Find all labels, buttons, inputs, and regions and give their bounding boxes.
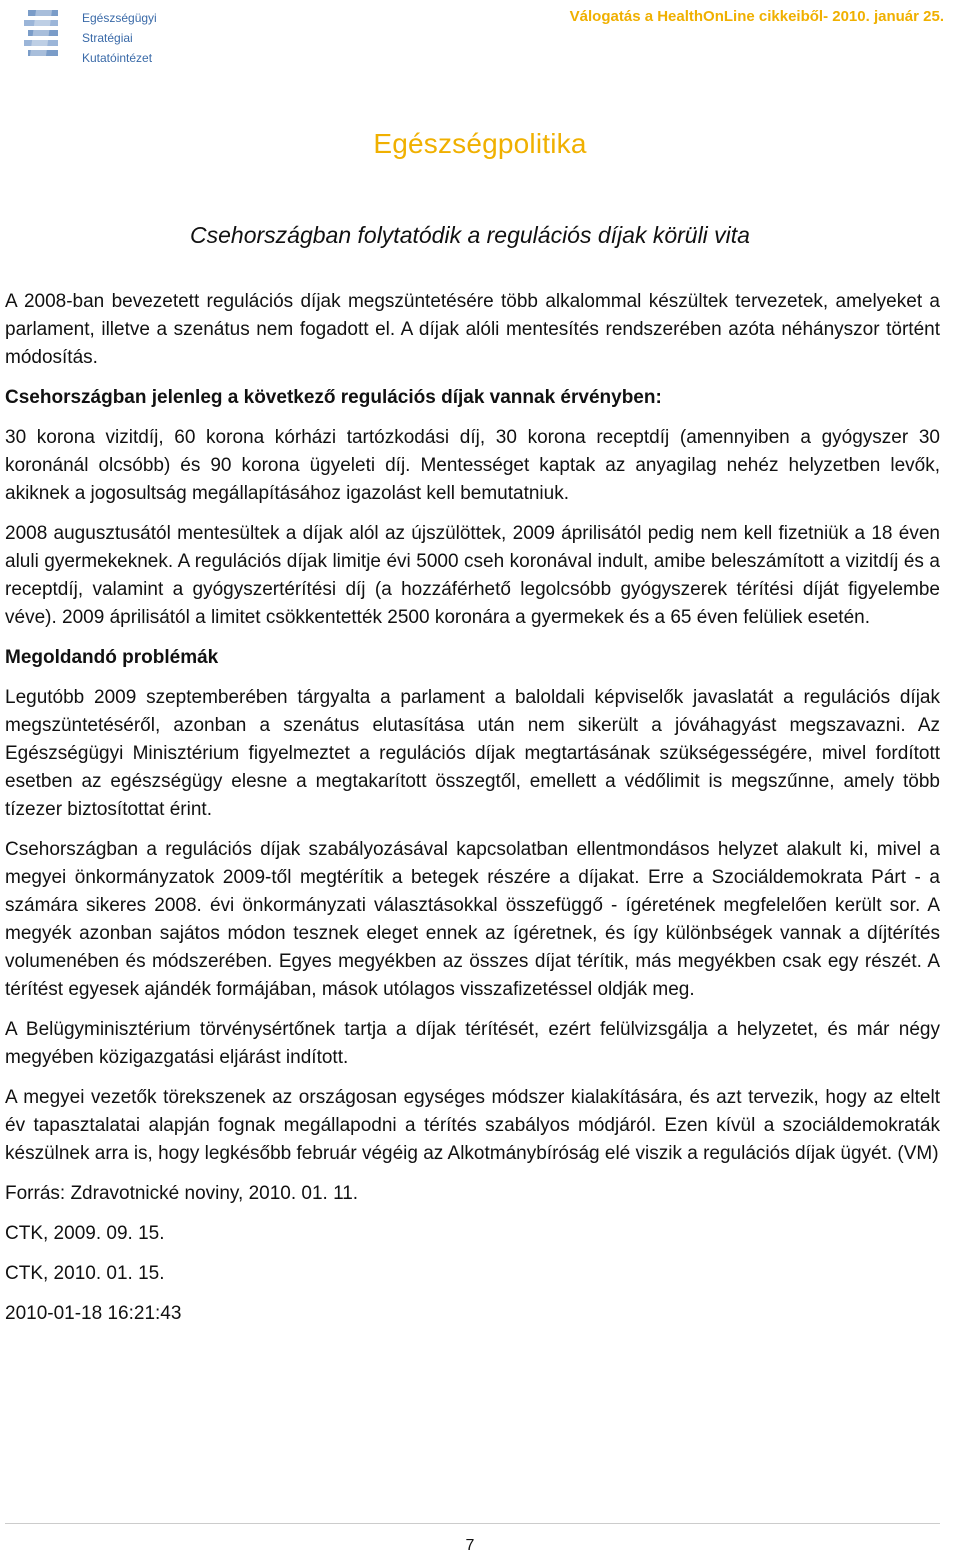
- logo-line-2: Stratégiai: [82, 31, 133, 45]
- article-body: [5, 288, 940, 1340]
- paragraph-ministry: A Belügyminisztérium törvénysértőnek tartja a díjak térítését, ezért felülvizsgálja a helyzetet, és már négy megyében közigazgatási eljárást indított.: [5, 1019, 940, 1068]
- paragraph-exemptions: 2008 augusztusától mentesültek a díjak alól az újszülöttek, 2009 áprilisától pedig nem kell fizetniük a 18 éven aluli gyermekeknek. A regulációs díjak limitje évi 5000 cseh koronával indult, amibe beleszámított a vizitdíj és a receptdíj, valamint a gyógyszertérítési díj (a hozzáférhető legolcsóbb gyógyszerek térítési díját figyelembe véve). 2009 áprilisától a limitet csökkentették 2500 koronára a gyermekek és a 65 éven felüliek esetén.: [5, 523, 940, 628]
- problems-heading: Megoldandó problémák: [5, 647, 219, 668]
- paragraph-parliament: Legutóbb 2009 szeptemberében tárgyalta a parlament a baloldali képviselők javaslatát a regulációs díjak megszüntetéséről, azonban a szenátus elutasítása után nem sikerült a jóváhagyást megszavazni. Az Egészségügyi Minisztérium figyelmeztet a regulációs díjak megtartásának szükségességére, mivel fordított esetben az egészségügy elesne a megtakarított összegtől, emellett a védőlimit is megszűnne, amely több tízezer biztosítottat érint.: [5, 687, 940, 820]
- paragraph-fees: 30 korona vizitdíj, 60 korona kórházi tartózkodási díj, 30 korona receptdíj (amennyiben a gyógyszer 30 koronánál olcsóbb) és 90 korona ügyeleti díj. Mentességet kaptak az anyagilag nehéz helyzetben levők, akiknek a jogosultság megállapításához igazolást kell bemutatniuk.: [5, 427, 940, 504]
- source-line-2: CTK, 2009. 09. 15.: [5, 1223, 165, 1244]
- header-caption: [570, 8, 944, 25]
- header-source-label: Válogatás a HealthOnLine cikkeiből-: [569, 8, 829, 25]
- header-date: 2010. január 25.: [832, 8, 944, 25]
- page-header: [0, 0, 960, 70]
- paragraph-leaders: A megyei vezetők törekszenek az országosan egységes módszer kialakítására, és azt tervezik, hogy az eltelt év tapasztalatai alapján fognak megállapodni a térítés szabályos módjáról. Ezen kívül a szociáldemokraták készülnek arra is, hogy legkésőbb február végéig az Alkotmánybíróság elé viszik a regulációs díjak ügyét. (VM): [5, 1087, 940, 1164]
- logo-line-3: Kutatóintézet: [82, 51, 153, 65]
- page-number: 7: [465, 1537, 475, 1554]
- timestamp: 2010-01-18 16:21:43: [5, 1303, 182, 1324]
- footer-divider: [5, 1523, 940, 1524]
- source-line-3: CTK, 2010. 01. 15.: [5, 1263, 165, 1284]
- institute-logo: [24, 6, 157, 65]
- paragraph-counties: Csehországban a regulációs díjak szabályozásával kapcsolatban ellentmondásos helyzet alakult ki, mivel a megyei önkormányzatok 2009-től megtérítik a betegek részére a díjakat. Erre a Szociáldemokrata Párt - a számára sikeres 2008. évi önkormányzati választásokkal összefüggő - ígéretének megfelelően került sor. A megyék azonban sajátos módon tesznek eleget ennek az ígéretnek, és így különbségek vannak a díjtérítés volumenében és módszerében. Egyes megyékben az összes díjat térítik, más megyékben csak egy részét. A térítést egyesek ajándék formájában, mások utólagos visszafizetéssel oldják meg.: [5, 839, 940, 1000]
- section-title: Egészségpolitika: [373, 128, 587, 159]
- logo-line-1: Egészségügyi: [82, 11, 157, 25]
- fees-heading: Csehországban jelenleg a következő regulációs díjak vannak érvényben:: [5, 387, 662, 408]
- logo-mark-icon: [24, 6, 64, 64]
- logo-wordmark: [82, 8, 157, 68]
- source-line-1: Forrás: Zdravotnické noviny, 2010. 01. 11.: [5, 1183, 359, 1204]
- paragraph-intro: A 2008-ban bevezetett regulációs díjak megszüntetésére több alkalommal készültek tervezetek, amelyeket a parlament, illetve a szenátus nem fogadott el. A díjak alóli mentesítés rendszerében azóta néhányszor történt módosítás.: [5, 291, 940, 368]
- article-title: Csehországban folytatódik a regulációs díjak körüli vita: [190, 222, 750, 248]
